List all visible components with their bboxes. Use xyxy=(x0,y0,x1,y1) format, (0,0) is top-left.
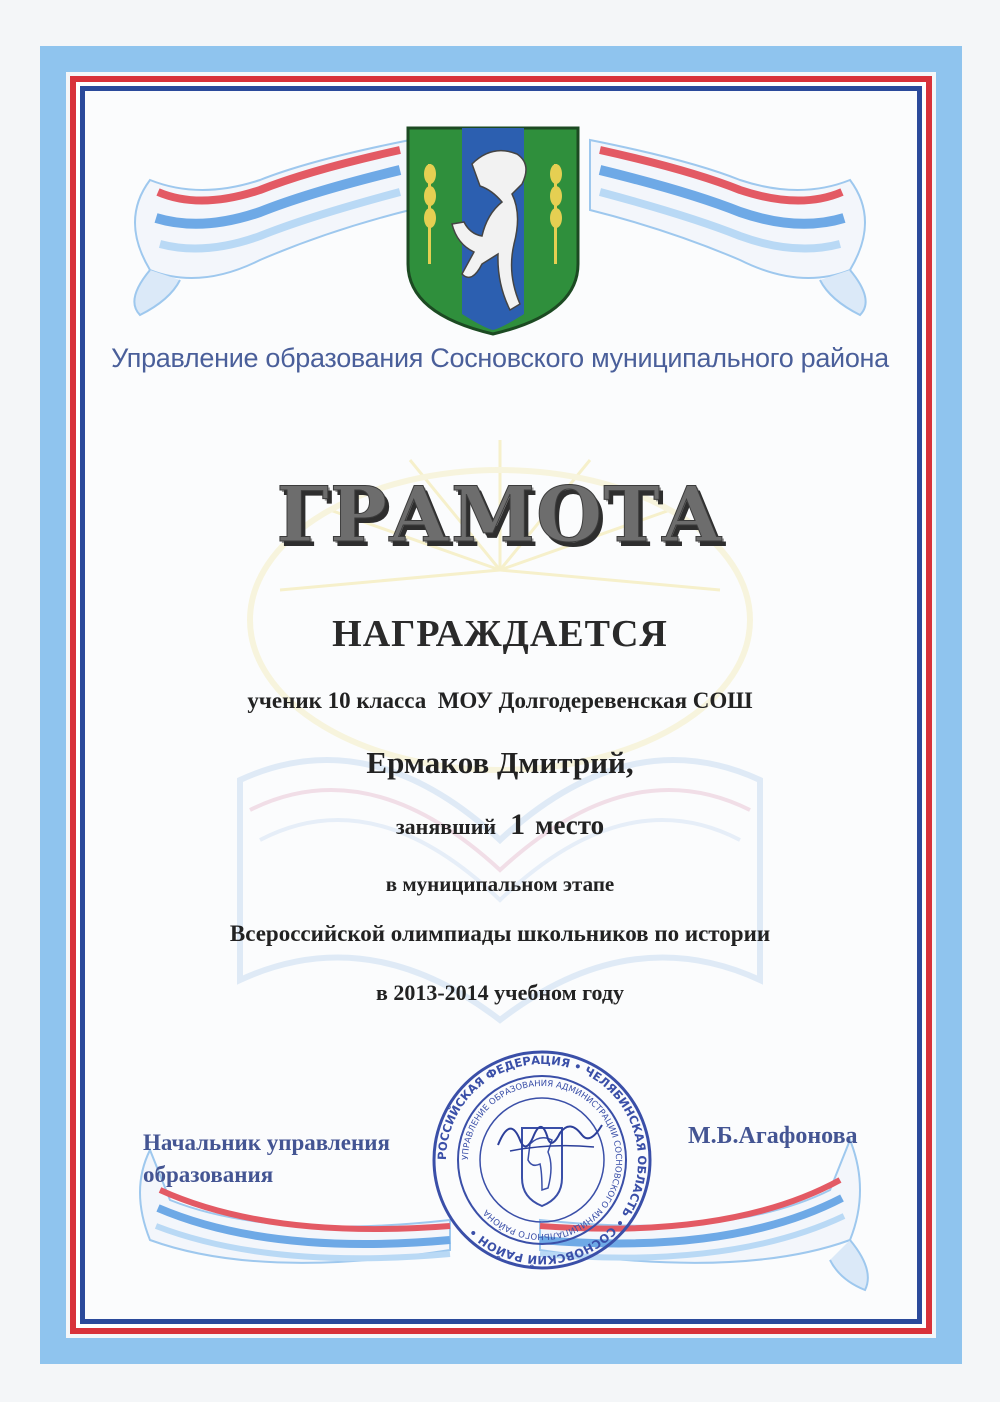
student-name: Ермаков Дмитрий, xyxy=(366,745,634,780)
olympiad-line: Всероссийской олимпиады школьников по истории xyxy=(229,921,771,946)
signatory-name: М.Б.Агафонова xyxy=(688,1123,858,1149)
coat-of-arms-rearing-horse-icon xyxy=(402,124,584,338)
seal-inner-text: УПРАВЛЕНИЕ ОБРАЗОВАНИЯ АДМИНИСТРАЦИИ СОСНОВСКОГО МУНИЦИПАЛЬНОГО РАЙОНА xyxy=(460,1078,624,1242)
organization-header: Управление образования Сосновского муниципального района xyxy=(111,343,889,373)
student-description: ученик 10 класса МОУ Долгодеревенская СОШ xyxy=(247,688,753,713)
place-number: 1 xyxy=(510,808,526,841)
ribbon-top-right xyxy=(560,120,890,320)
year-line: в 2013-2014 учебном году xyxy=(375,980,625,1005)
awarded-heading: НАГРАЖДАЕТСЯ xyxy=(332,613,668,655)
signatory-position-line2: образования xyxy=(143,1162,274,1187)
place-prefix: занявший xyxy=(395,814,497,839)
document-title: ГРАМОТА xyxy=(276,470,724,559)
seal-outer-text: РОССИЙСКАЯ ФЕДЕРАЦИЯ • ЧЕЛЯБИНСКАЯ ОБЛАСТЬ • СОСНОВСКИЙ РАЙОН • xyxy=(434,1052,650,1268)
place-line xyxy=(0,808,1000,842)
handwritten-signature-icon xyxy=(490,1105,610,1165)
place-word: место xyxy=(535,810,605,840)
ribbon-top-left xyxy=(110,120,440,320)
signatory-position-line1: Начальник управления xyxy=(143,1130,390,1155)
stage-line: в муниципальном этапе xyxy=(385,872,615,896)
